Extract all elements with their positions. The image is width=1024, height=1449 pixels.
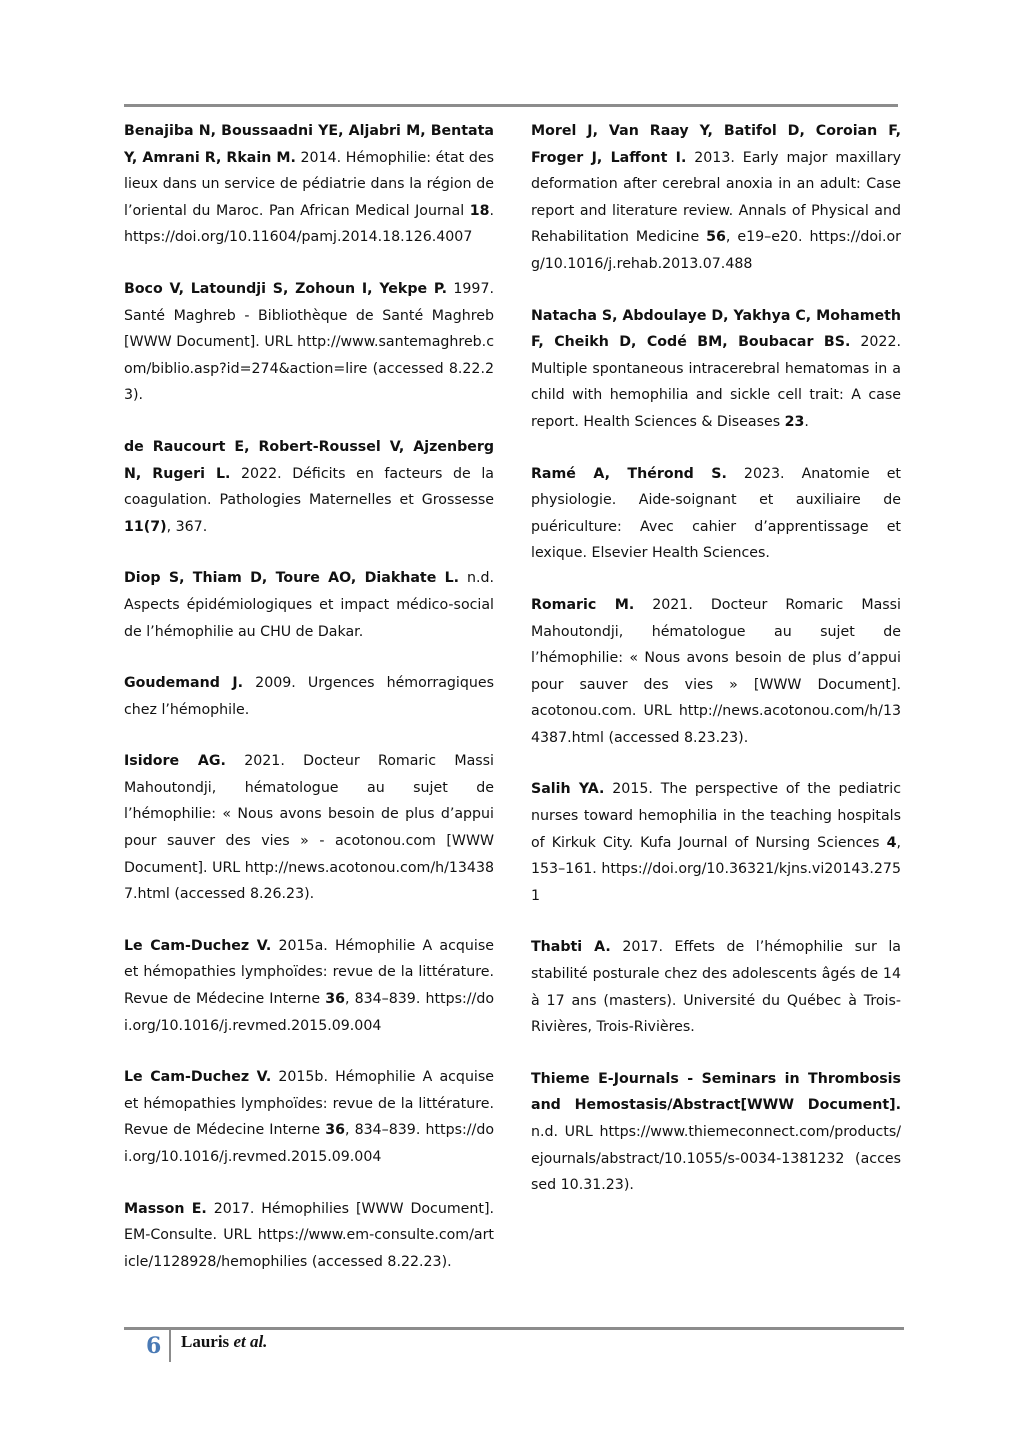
page-number: 6 (146, 1333, 162, 1359)
reference-entry (531, 1066, 901, 1199)
reference-authors: Diop S, Thiam D, Toure AO, Diakhate L. (124, 570, 460, 587)
reference-pages: , 834–839. (344, 991, 426, 1008)
reference-entry (531, 303, 901, 436)
reference-authors: Natacha S, Abdoulaye D, Yakhya C, Mohameth F, Cheikh D, Codé BM, Boubacar BS. (531, 307, 901, 351)
author-name: Lauris (181, 1332, 230, 1351)
reference-text: 2021. Docteur Romaric Massi Mahoutondji, hématologue au sujet de l’hémophilie: « Nous avons besoin de plus d’appui pour sauver des vies » [WWW Document]. acotonou.com. URL (531, 596, 901, 720)
reference-text: 2015a. Hémophilie A acquise et hémopathies lymphoïdes: revue de la littérature. Revue de Médecine Interne (124, 937, 494, 1008)
reference-text: 2015b. Hémophilie A acquise et hémopathies lymphoïdes: revue de la littérature. Revue de Médecine Interne (124, 1069, 494, 1139)
reference-authors: Romaric M. (531, 596, 635, 613)
reference-url: http://www.santemaghreb.com/biblio.asp?id=274&action=lire (accessed 8.22.23). (124, 334, 494, 404)
reference-entry (124, 933, 494, 1039)
reference-authors: Le Cam-Duchez V. (124, 937, 272, 954)
reference-text: 2023. Anatomie et physiologie. Aide-soignant et auxiliaire de puériculture: Avec cahier d’apprentissage et lexique. Elsevier Health Sciences. (531, 465, 901, 562)
reference-entry (124, 670, 494, 723)
reference-entry (531, 776, 901, 909)
reference-entry (124, 565, 494, 645)
reference-url: https://doi.org/10.1016/j.revmed.2015.09.004 (124, 1122, 495, 1165)
reference-text: 1997. Santé Maghreb - Bibliothèque de Santé Maghreb [WWW Document]. URL (124, 280, 494, 351)
running-author (181, 1332, 267, 1352)
reference-entry (531, 934, 901, 1040)
reference-url: https://doi.org/10.36321/kjns.vi20143.2751 (531, 861, 901, 904)
reference-volume: 18 (469, 202, 490, 219)
reference-pages: , 834–839. (344, 1122, 426, 1139)
reference-text: 2017. Effets de l’hémophilie sur la stabilité posturale chez des adolescents âgés de 14 à 17 ans (masters). Université du Québec à Trois-Rivières, Trois-Rivières. (531, 939, 901, 1036)
reference-url: http://news.acotonou.com/h/134387.html (accessed 8.23.23). (531, 703, 901, 746)
reference-entry (124, 276, 494, 409)
reference-url: https://www.thiemeconnect.com/products/ejournals/abstract/10.1055/s-0034-1381232 (accessed 10.31.23). (531, 1124, 901, 1194)
reference-authors: Isidore AG. (124, 753, 226, 770)
reference-authors: Goudemand J. (124, 675, 244, 692)
reference-authors: Morel J, Van Raay Y, Batifol D, Coroian F, Froger J, Laffont I. (531, 123, 901, 166)
reference-url: https://doi.org/10.1016/j.rehab.2013.07.488 (531, 229, 901, 272)
reference-entry (124, 434, 494, 540)
footer-divider (169, 1330, 171, 1362)
footer-rule (124, 1327, 904, 1330)
reference-entry (124, 748, 494, 908)
reference-authors: Le Cam-Duchez V. (124, 1069, 272, 1086)
references-column-right (531, 118, 901, 1224)
reference-volume: 11(7) (124, 518, 167, 535)
reference-text: n.d. Aspects épidémiologiques et impact médico-social de l’hémophilie au CHU de Dakar. (124, 570, 494, 640)
reference-authors: de Raucourt E, Robert-Roussel V, Ajzenberg N, Rugeri L. (124, 438, 494, 482)
reference-entry (531, 461, 901, 567)
reference-text: 2022. Multiple spontaneous intracerebral hematomas in a child with hemophilia and sickle cell trait: A case report. Health Sciences & Diseases (531, 334, 901, 430)
reference-pages: , 153–161. (531, 834, 901, 878)
reference-volume: 56 (706, 229, 726, 246)
reference-pages: . (489, 202, 494, 219)
reference-authors: Thabti A. (531, 939, 611, 956)
reference-text: n.d. URL (531, 1124, 600, 1140)
reference-text: 2014. Hémophilie: état des lieux dans un service de pédiatrie dans la région de l’oriental du Maroc. Pan African Medical Journal (124, 149, 494, 219)
reference-authors: Salih YA. (531, 781, 605, 798)
references-column-left (124, 118, 494, 1300)
reference-entry (531, 592, 901, 752)
reference-text: 2022. Déficits en facteurs de la coagulation. Pathologies Maternelles et Grossesse (124, 465, 494, 509)
reference-volume: 4 (886, 834, 897, 851)
reference-pages: , e19–e20. (725, 229, 810, 246)
reference-volume: 36 (325, 991, 345, 1008)
reference-url: https://doi.org/10.11604/pamj.2014.18.126.4007 (124, 229, 473, 246)
reference-text: 2021. Docteur Romaric Massi Mahoutondji, hématologue au sujet de l’hémophilie: « Nous avons besoin de plus d’appui pour sauver des vies » - acotonou.com [WWW Document]. URL (124, 753, 495, 876)
header-rule (124, 104, 898, 107)
reference-authors: Masson E. (124, 1200, 207, 1217)
reference-text: 2013. Early major maxillary deformation after cerebral anoxia in an adult: Case report and literature review. Annals of Physical and Rehabilitation Medicine (531, 149, 901, 246)
reference-entry (124, 118, 494, 251)
reference-url: https://www.em-consulte.com/article/1128928/hemophilies (accessed 8.22.23). (124, 1227, 494, 1270)
reference-text: 2017. Hémophilies [WWW Document]. EM-Consulte. URL (124, 1200, 494, 1244)
reference-text: 2009. Urgences hémorragiques chez l’hémophile. (124, 675, 494, 718)
reference-volume: 36 (325, 1122, 345, 1139)
reference-pages: . (804, 413, 809, 430)
reference-authors: Ramé A, Thérond S. (531, 465, 727, 482)
reference-entry (531, 118, 901, 278)
reference-authors: Benajiba N, Boussaadni YE, Aljabri M, Bentata Y, Amrani R, Rkain M. (124, 123, 494, 166)
reference-url: https://doi.org/10.1016/j.revmed.2015.09.004 (124, 991, 495, 1034)
reference-pages: , 367. (166, 518, 208, 535)
reference-authors: Thieme E-Journals - Seminars in Thrombosis and Hemostasis/Abstract[WWW Document]. (531, 1070, 901, 1114)
reference-volume: 23 (784, 413, 805, 430)
author-etal: et al. (233, 1332, 268, 1351)
reference-entry (124, 1064, 494, 1170)
reference-text: 2015. The perspective of the pediatric nurses toward hemophilia in the teaching hospitals of Kirkuk City. Kufa Journal of Nursing Sciences (531, 781, 902, 851)
reference-url: http://news.acotonou.com/h/134387.html (accessed 8.26.23). (124, 859, 494, 903)
reference-entry (124, 1196, 494, 1276)
reference-authors: Boco V, Latoundji S, Zohoun I, Yekpe P. (124, 280, 448, 297)
